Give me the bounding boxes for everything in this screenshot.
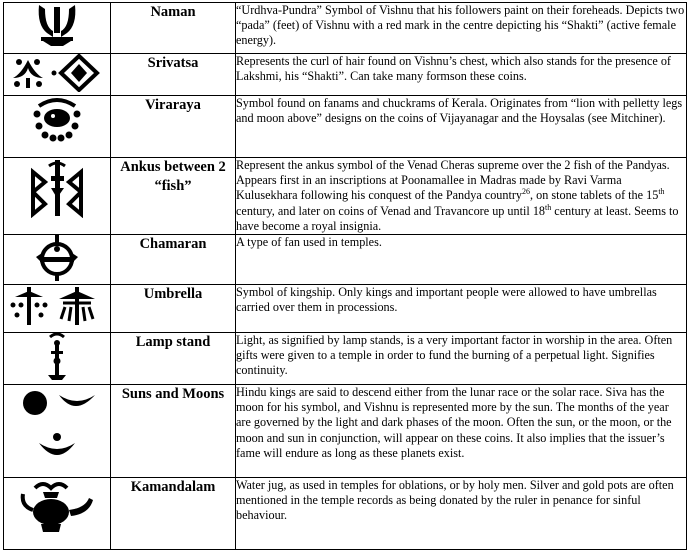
row-name: Naman (111, 3, 236, 54)
row-name: Ankus between 2 “fish” (111, 158, 236, 235)
suns-moons-icon (15, 385, 99, 467)
table-row (4, 3, 687, 54)
row-name: Srivatsa (111, 54, 236, 96)
row-description: Represents the curl of hair found on Vishnu’s chest, which also stands for the presence of Lakshmi, his “Shakti”. Can take many formson these coins. (236, 54, 687, 96)
umbrella-symbol-icon (9, 285, 105, 327)
row-description: Symbol found on fanams and chuckrams of Kerala. Originates from “lion with pelletty legs and moon above” designs on the coins of Vijayanagar and the Hoysalas (see Mitchiner). (236, 96, 687, 158)
table-row (4, 54, 687, 96)
row-description: Represent the ankus symbol of the Venad Cheras supreme over the 2 fish of the Pandyas. Appears first in an inscriptions at Poonamallee in Madras made by Ravi Varma Kulusekhara following his conquest of the Pandya country$^{26}$, on stone tablets of the 15th century, and later on coins of Venad and Travancore up until 18th century at least. Seems to have become a royal insignia. (236, 158, 687, 235)
row-name: Suns and Moons (111, 385, 236, 478)
table-row (4, 158, 687, 235)
row-name: Lamp stand (111, 333, 236, 385)
row-description: A type of fan used in temples. (236, 235, 687, 285)
table-row (4, 285, 687, 333)
row-name: Chamaran (111, 235, 236, 285)
table-row (4, 385, 687, 478)
naman-symbol-icon (33, 3, 81, 47)
table-row (4, 235, 687, 285)
row-description: “Urdhva-Pundra” Symbol of Vishnu that his followers paint on their foreheads. Depicts two “pada” (feet) of Vishnu with a red mark in the centre depicting his “Shakti” (active female energy). (236, 3, 687, 54)
table-row (4, 478, 687, 550)
row-description: Hindu kings are said to descend either from the lunar race or the solar race. Siva has the moon for his symbol, and Vishnu is represented more by the sun. The months of the year are governed by the light and dark phases of the moon. Often the sun, or the moon, or the moon and sun in conjunction, will appear on these coins. It also implies that the issuer’s fame will endure as long as these planets exist. (236, 385, 687, 478)
ankus-fish-symbol-icon (29, 158, 85, 218)
row-name: Viraraya (111, 96, 236, 158)
row-description: Light, as signified by lamp stands, is a very important factor in worship in the area. Often gifts were given to a temple in order to fund the burning of a perpetual light. Signifies continuity. (236, 333, 687, 385)
lamp-stand-icon (42, 333, 72, 381)
row-description: Symbol of kingship. Only kings and important people were allowed to have umbrellas carried over them in processions. (236, 285, 687, 333)
table-row (4, 333, 687, 385)
kamandalam-jug-icon (19, 478, 95, 534)
row-name: Kamandalam (111, 478, 236, 550)
viraraya-symbol-icon (31, 96, 83, 142)
table-row (4, 96, 687, 158)
symbols-table (3, 2, 687, 550)
chamaran-fan-icon (32, 235, 82, 281)
row-name: Umbrella (111, 285, 236, 333)
srivatsa-symbol-icon (7, 54, 107, 92)
row-description: Water jug, as used in temples for oblations, or by holy men. Silver and gold pots are often mentioned in the temple records as being donated by the ruler in penance for sinful behaviour. (236, 478, 687, 550)
